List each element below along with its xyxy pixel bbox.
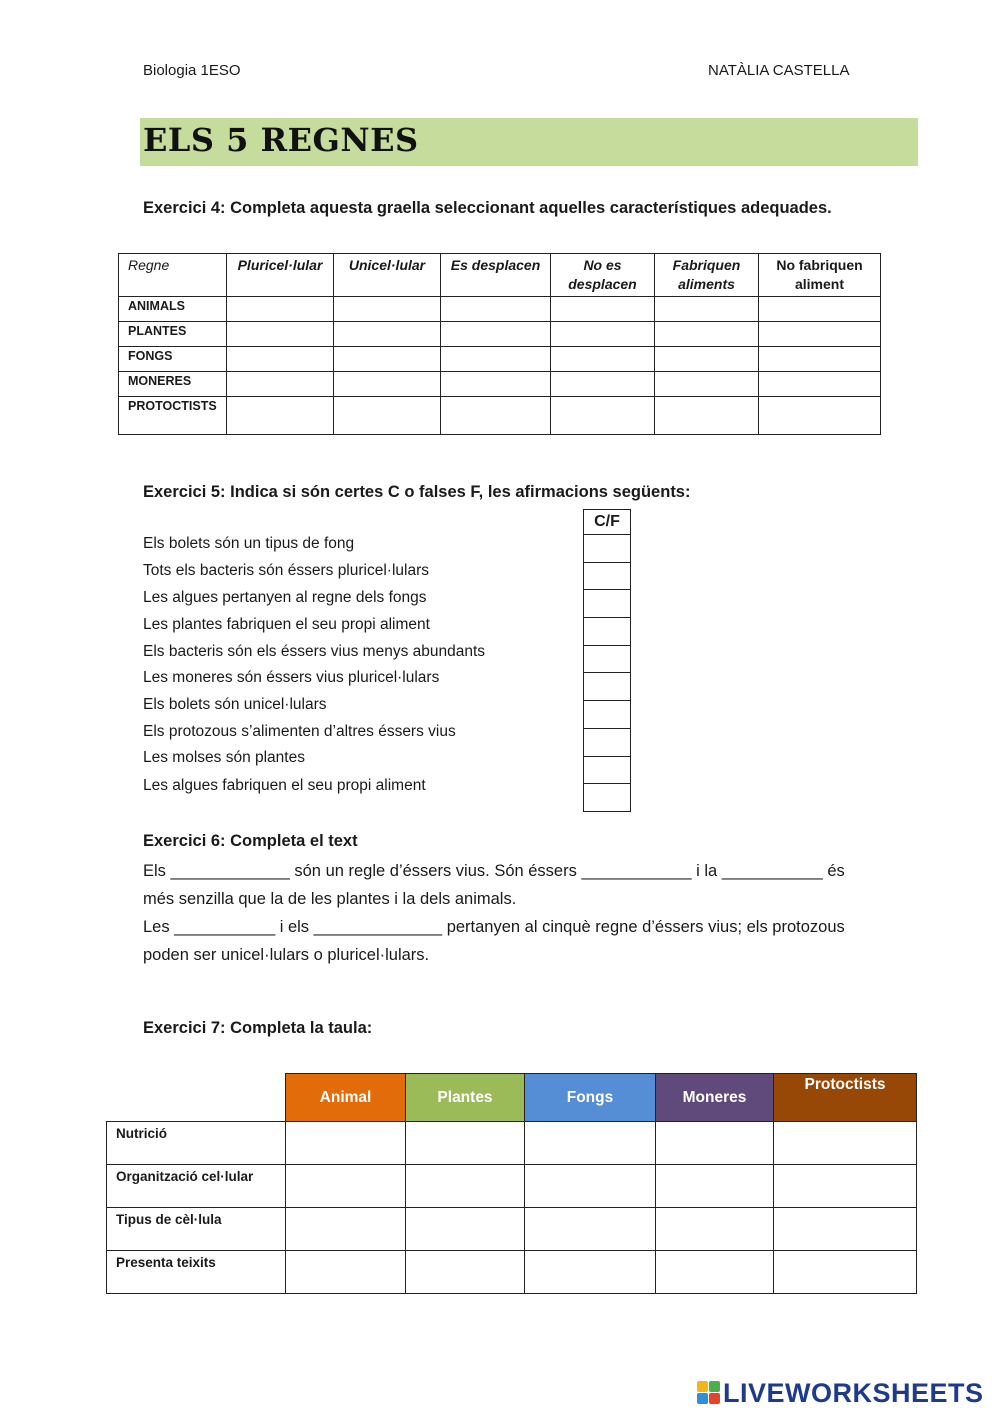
answer-cell[interactable] [286,1165,406,1208]
text-line: Els _____________ són un regle d’éssers vius. Són éssers ____________ i la ___________ és [143,862,845,880]
cf-answer-box[interactable] [583,701,631,729]
text-line: més senzilla que la de les plantes i la dels animals. [143,890,517,908]
cf-answer-column [583,509,631,812]
cf-answer-box[interactable] [583,784,631,812]
answer-cell[interactable] [655,322,759,347]
exercise-6-title: Exercici 6: Completa el text [143,832,358,850]
brand-name: LIVEWORKSHEETS [723,1378,984,1408]
cf-answer-box[interactable] [583,646,631,674]
answer-cell[interactable] [655,372,759,397]
answer-cell[interactable] [525,1208,656,1251]
answer-cell[interactable] [655,297,759,322]
column-header-plantes: Plantes [406,1074,525,1122]
answer-cell[interactable] [774,1165,917,1208]
statement-text: Els protozous s’alimenten d’altres éssers vius [143,723,456,740]
answer-cell[interactable] [441,372,551,397]
cf-answer-box[interactable] [583,563,631,591]
exercise-7-title: Exercici 7: Completa la taula: [143,1019,373,1037]
row-label: Tipus de cèl·lula [107,1208,286,1251]
statement-text: Les algues pertanyen al regne dels fongs [143,589,427,606]
answer-cell[interactable] [774,1122,917,1165]
col-header: No es desplacen [551,254,655,297]
table-row [107,1165,917,1208]
statement-text: Les molses són plantes [143,749,305,766]
answer-cell[interactable] [441,297,551,322]
cf-answer-box[interactable] [583,618,631,646]
answer-cell[interactable] [656,1251,774,1294]
col-header: Unicel·lular [334,254,441,297]
table-row [119,347,881,372]
answer-cell[interactable] [551,372,655,397]
cf-answer-box[interactable] [583,673,631,701]
answer-cell[interactable] [406,1208,525,1251]
table-row [107,1251,917,1294]
statement-text: Tots els bacteris són éssers pluricel·lulars [143,562,429,579]
table-row [107,1122,917,1165]
table-row [119,397,881,435]
row-label: FONGS [119,347,227,372]
text-line: Les ___________ i els ______________ pertanyen al cinquè regne d’éssers vius; els protozous [143,918,845,936]
col-header: No fabriquen aliment [759,254,881,297]
text-line: poden ser unicel·lulars o pluricel·lulars. [143,946,430,964]
answer-cell[interactable] [759,397,881,435]
page-title: ELS 5 REGNES [143,121,419,159]
statement-text: Les algues fabriquen el seu propi aliment [143,777,426,794]
answer-cell[interactable] [759,322,881,347]
cf-answer-box[interactable] [583,590,631,618]
answer-cell[interactable] [759,297,881,322]
answer-cell[interactable] [656,1165,774,1208]
empty-corner [107,1074,286,1122]
row-label: PLANTES [119,322,227,347]
answer-cell[interactable] [227,347,334,372]
cf-answer-box[interactable] [583,729,631,757]
statement-text: Els bacteris són els éssers vius menys abundants [143,643,486,660]
answer-cell[interactable] [227,297,334,322]
col-header: Regne [119,254,227,297]
column-header-fongs: Fongs [525,1074,656,1122]
column-header-moneres: Moneres [656,1074,774,1122]
answer-cell[interactable] [441,347,551,372]
answer-cell[interactable] [286,1251,406,1294]
answer-cell[interactable] [227,322,334,347]
row-label: Presenta teixits [107,1251,286,1294]
answer-cell[interactable] [334,372,441,397]
col-header: Es desplacen [441,254,551,297]
statement-text: Les moneres són éssers vius pluricel·lulars [143,669,440,686]
row-label: Nutrició [107,1122,286,1165]
answer-cell[interactable] [551,347,655,372]
answer-cell[interactable] [334,347,441,372]
answer-cell[interactable] [227,397,334,435]
answer-cell[interactable] [525,1251,656,1294]
answer-cell[interactable] [286,1122,406,1165]
answer-cell[interactable] [551,297,655,322]
answer-cell[interactable] [656,1122,774,1165]
header-author: NATÀLIA CASTELLA [708,62,850,79]
answer-cell[interactable] [551,397,655,435]
answer-cell[interactable] [334,322,441,347]
answer-cell[interactable] [525,1165,656,1208]
column-header-protoctists: Protoctists [774,1074,917,1122]
answer-cell[interactable] [774,1251,917,1294]
col-header: Fabriquen aliments [655,254,759,297]
exercise-6-text [143,857,923,969]
row-label: Organització cel·lular [107,1165,286,1208]
row-label: PROTOCTISTS [119,397,227,435]
cf-answer-box[interactable] [583,757,631,785]
row-label: MONERES [119,372,227,397]
answer-cell[interactable] [441,322,551,347]
answer-cell[interactable] [406,1165,525,1208]
table-row [119,297,881,322]
answer-cell[interactable] [406,1122,525,1165]
liveworksheets-logo [697,1378,984,1409]
col-header: Pluricel·lular [227,254,334,297]
header-subject: Biologia 1ESO [143,62,241,79]
answer-cell[interactable] [525,1122,656,1165]
answer-cell[interactable] [551,322,655,347]
answer-cell[interactable] [655,397,759,435]
cf-header: C/F [583,509,631,535]
statement-text: Els bolets són un tipus de fong [143,535,355,552]
answer-cell[interactable] [759,347,881,372]
answer-cell[interactable] [227,372,334,397]
answer-cell[interactable] [334,297,441,322]
answer-cell[interactable] [334,397,441,435]
row-label: ANIMALS [119,297,227,322]
table-row [107,1208,917,1251]
answer-cell[interactable] [286,1208,406,1251]
answer-cell[interactable] [656,1208,774,1251]
answer-cell[interactable] [655,347,759,372]
column-header-animal: Animal [286,1074,406,1122]
exercise-4-table [118,253,881,435]
statement-text: Les plantes fabriquen el seu propi aliment [143,616,430,633]
exercise-5-title: Exercici 5: Indica si són certes C o falses F, les afirmacions següents: [143,483,691,501]
exercise-7-table [106,1073,917,1294]
answer-cell[interactable] [406,1251,525,1294]
cf-answer-box[interactable] [583,535,631,563]
liveworksheets-icon [697,1381,721,1405]
answer-cell[interactable] [441,397,551,435]
table-row [119,322,881,347]
answer-cell[interactable] [774,1208,917,1251]
exercise-4-title: Exercici 4: Completa aquesta graella seleccionant aquelles característiques adequades. [143,199,832,217]
answer-cell[interactable] [759,372,881,397]
statement-text: Els bolets són unicel·lulars [143,696,327,713]
table-row [119,372,881,397]
